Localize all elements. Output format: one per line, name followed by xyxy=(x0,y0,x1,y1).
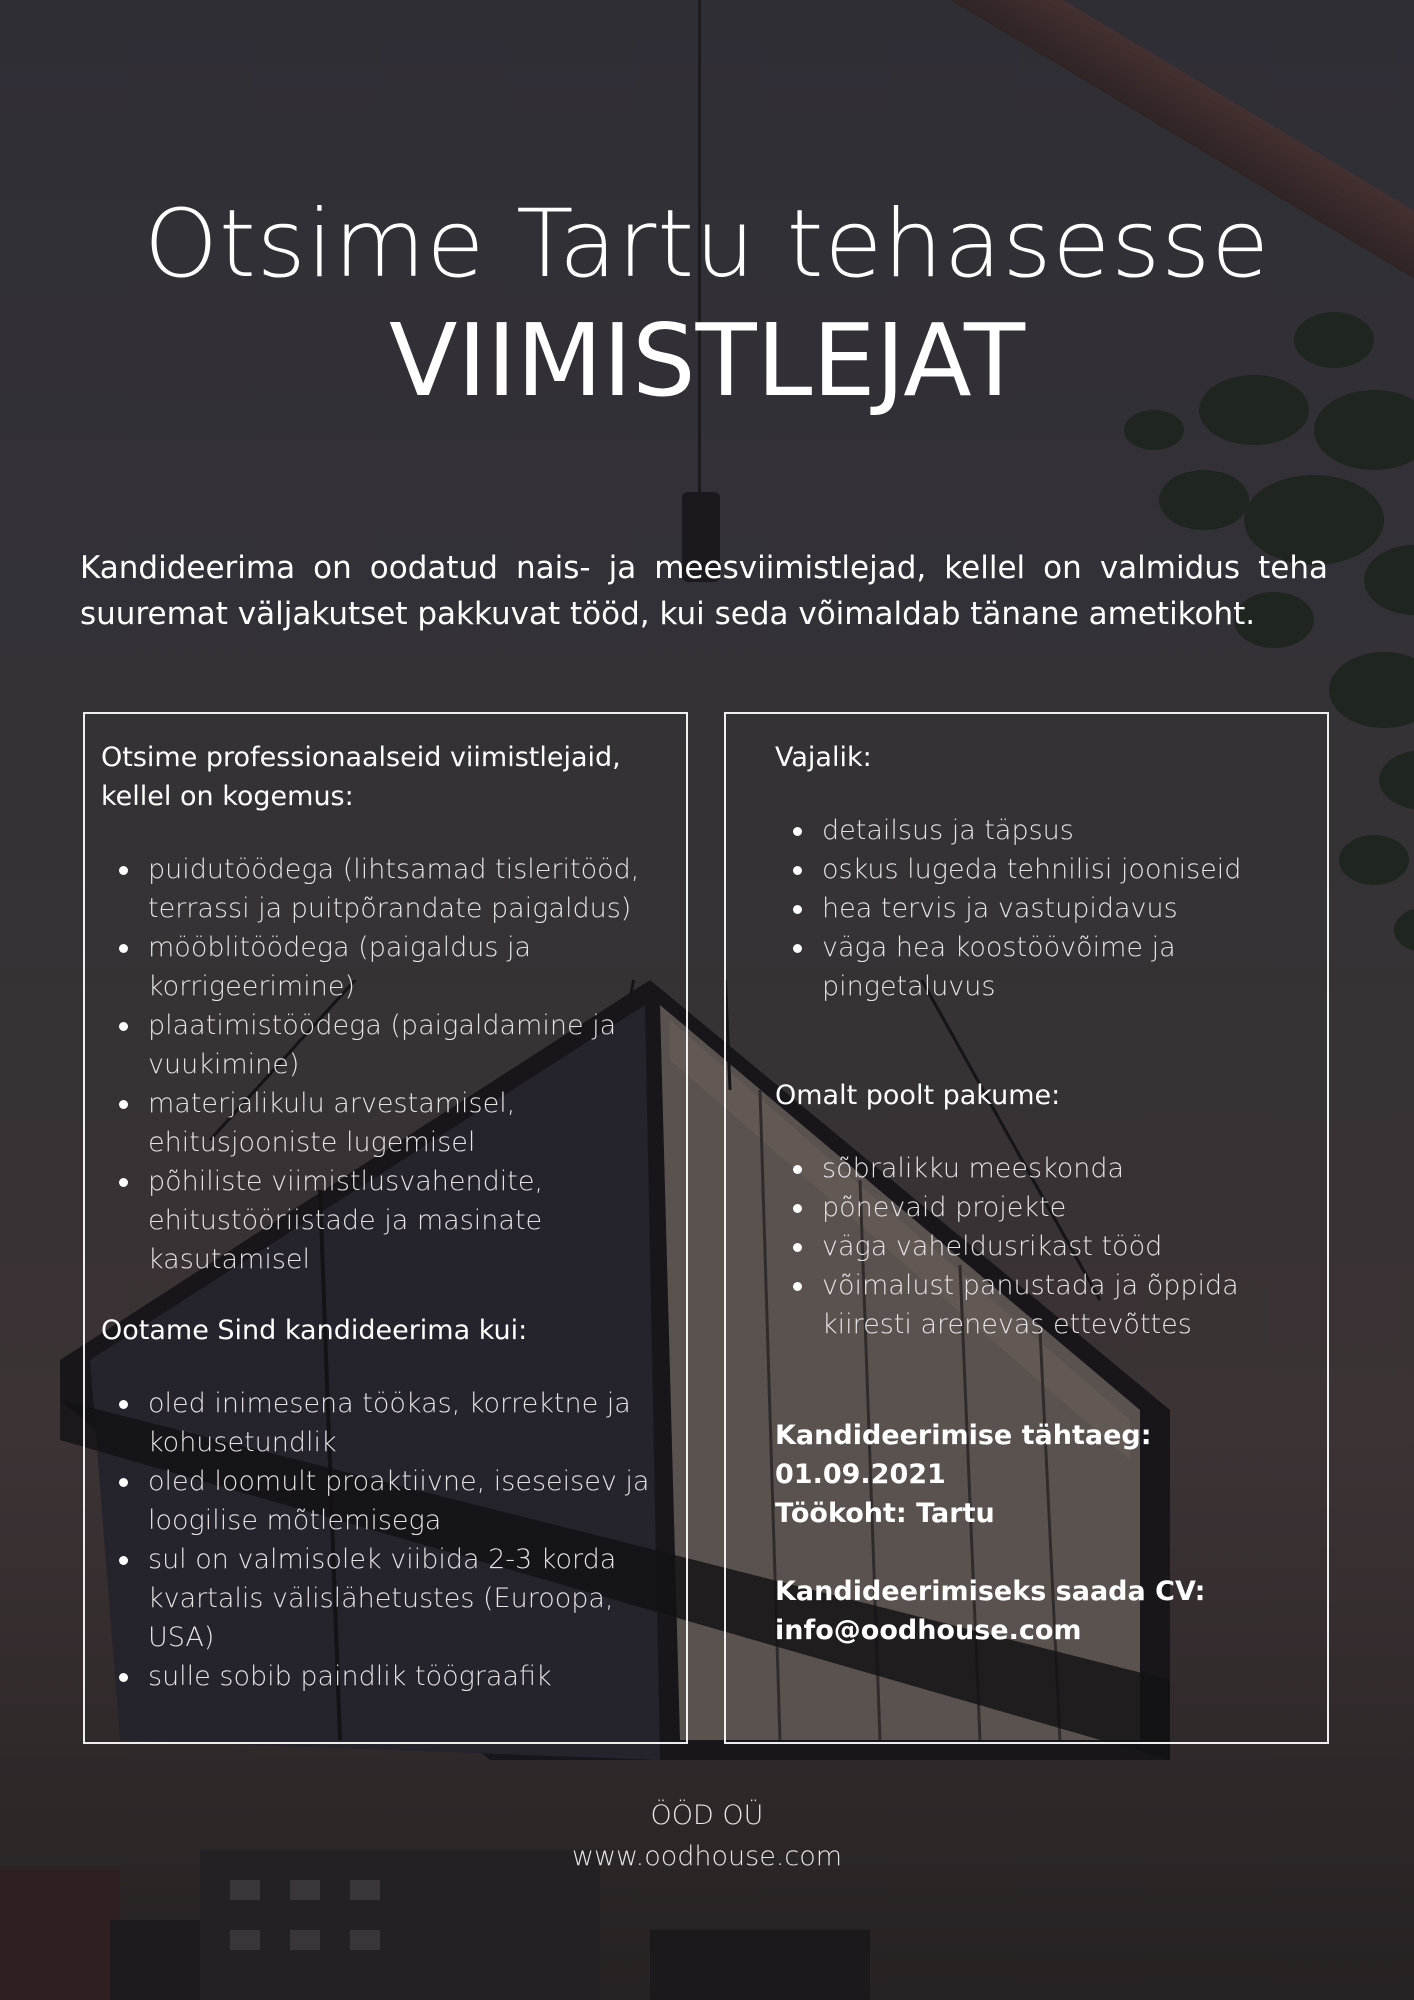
experience-panel xyxy=(83,712,688,1744)
list-item xyxy=(822,928,1327,1006)
application-deadline: Kandideerimise tähtaeg: 01.09.2021 xyxy=(775,1420,1152,1490)
company-website: www.oodhouse.com xyxy=(571,1841,843,1872)
list-item-text: kiiresti arenevas ettevõttes xyxy=(822,1309,1192,1340)
list-item-text: kohusetundlik xyxy=(148,1427,337,1458)
list-item-text: USA) xyxy=(148,1622,215,1653)
list-item-text: mööblitöödega (paigaldus ja xyxy=(148,932,532,963)
list-item xyxy=(148,1462,686,1540)
list-item-text: põnevaid projekte xyxy=(822,1192,1067,1223)
list-item-text: pingetaluvus xyxy=(822,971,996,1002)
experience-list xyxy=(101,850,686,1279)
list-item xyxy=(148,1084,686,1162)
list-item-text: oled loomult proaktiivne, iseseisev ja xyxy=(148,1466,650,1497)
list-item-text: oskus lugeda tehnilisi jooniseid xyxy=(822,854,1242,885)
list-item xyxy=(822,1227,1327,1266)
list-item-text: sulle sobib paindlik töögraafik xyxy=(148,1661,552,1692)
offers-heading: Omalt poolt pakume: xyxy=(775,1080,1061,1111)
list-item-text: hea tervis ja vastupidavus xyxy=(822,893,1178,924)
apply-label: Kandideerimiseks saada CV: xyxy=(775,1576,1206,1607)
list-item-text: plaatimistöödega (paigaldamine ja xyxy=(148,1010,617,1041)
apply-block xyxy=(775,1572,1327,1650)
conditions-heading: Ootame Sind kandideerima kui: xyxy=(101,1315,528,1346)
experience-heading xyxy=(101,738,686,816)
list-item-text: võimalust panustada ja õppida xyxy=(822,1270,1239,1301)
requirements-panel xyxy=(724,712,1329,1744)
deadline-block xyxy=(775,1416,1327,1533)
contact-email: info@oodhouse.com xyxy=(775,1615,1082,1646)
footer xyxy=(0,1795,1414,1877)
list-item-text: sõbralikku meeskonda xyxy=(822,1153,1125,1184)
list-item-text: väga vaheldusrikast tööd xyxy=(822,1231,1163,1262)
list-item-text: puidutöödega (lihtsamad tisleritööd, xyxy=(148,854,640,885)
list-item-text: sul on valmisolek viibida 2-3 korda xyxy=(148,1544,617,1575)
intro-paragraph: Kandideerima on oodatud nais- ja meesviimistlejad, kellel on valmidus teha suuremat väljakutset pakkuvat tööd, kui seda võimaldab tänane ametikoht. xyxy=(80,550,1328,632)
list-item xyxy=(822,1149,1327,1188)
list-item xyxy=(148,1006,686,1084)
list-item-text: korrigeerimine) xyxy=(148,971,355,1002)
list-item-text: vuukimine) xyxy=(148,1049,300,1080)
list-item-text: oled inimesena töökas, korrektne ja xyxy=(148,1388,631,1419)
list-item xyxy=(148,850,686,928)
list-item xyxy=(148,1540,686,1657)
experience-heading-line2: kellel on kogemus: xyxy=(101,781,354,812)
headline-line1: Otsime Tartu tehasesse xyxy=(143,190,1271,299)
list-item-text: terrassi ja puitpõrandate paigaldus) xyxy=(148,893,632,924)
list-item xyxy=(148,1162,686,1279)
list-item xyxy=(148,928,686,1006)
list-item-text: ehitustööriistade ja masinate xyxy=(148,1205,543,1236)
requirements-list xyxy=(775,811,1327,1006)
list-item xyxy=(822,889,1327,928)
list-item xyxy=(148,1657,686,1696)
list-item-text: ehitusjooniste lugemisel xyxy=(148,1127,476,1158)
requirements-heading: Vajalik: xyxy=(775,742,872,773)
list-item xyxy=(148,1384,686,1462)
list-item xyxy=(822,1188,1327,1227)
list-item-text: loogilise mõtlemisega xyxy=(148,1505,442,1536)
list-item-text: väga hea koostöövõime ja xyxy=(822,932,1176,963)
offers-list xyxy=(775,1149,1327,1344)
headline-job-title: VIIMISTLEJAT xyxy=(388,302,1026,419)
list-item-text: kvartalis välislähetustes (Euroopa, xyxy=(148,1583,614,1614)
list-item xyxy=(822,850,1327,889)
job-location: Töökoht: Tartu xyxy=(775,1498,995,1529)
list-item xyxy=(822,811,1327,850)
experience-heading-line1: Otsime professionaalseid viimistlejaid, xyxy=(101,742,621,773)
conditions-list xyxy=(101,1384,686,1696)
list-item xyxy=(822,1266,1327,1344)
company-name: ÖÖD OÜ xyxy=(650,1800,764,1831)
list-item-text: detailsus ja täpsus xyxy=(822,815,1074,846)
list-item-text: põhiliste viimistlusvahendite, xyxy=(148,1166,544,1197)
list-item-text: kasutamisel xyxy=(148,1244,310,1275)
list-item-text: materjalikulu arvestamisel, xyxy=(148,1088,516,1119)
